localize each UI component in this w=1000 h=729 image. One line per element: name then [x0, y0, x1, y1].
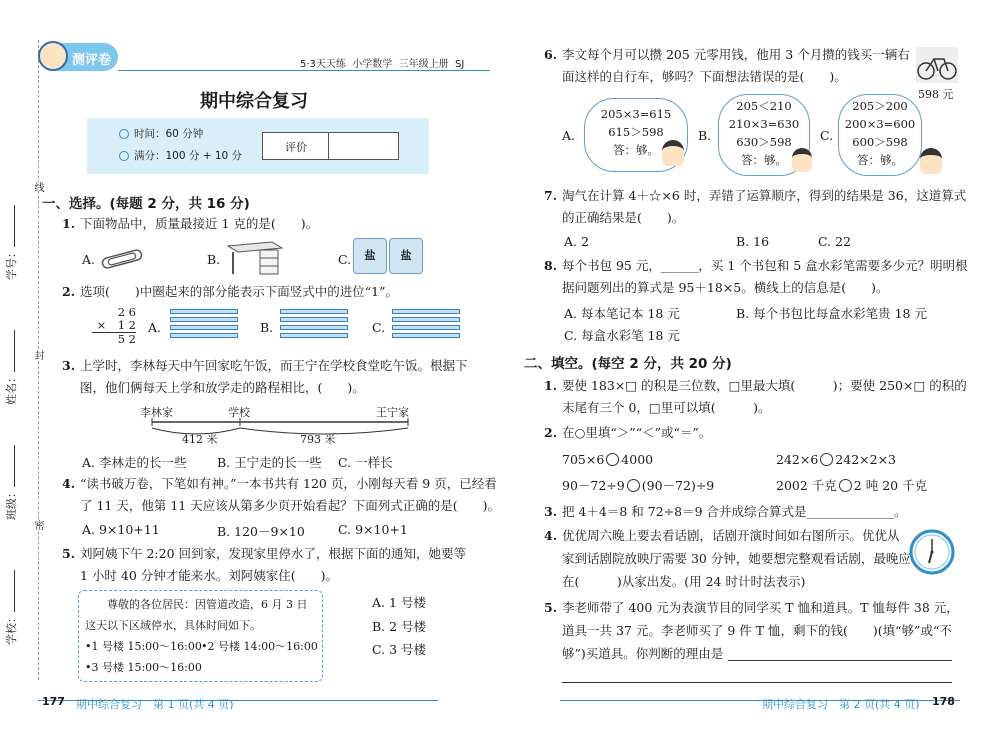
desk-icon	[222, 238, 284, 279]
clock-icon	[908, 528, 956, 579]
q3-num: 3.	[62, 358, 76, 373]
q3-option-a[interactable]: A. 李林走的长一些	[82, 455, 187, 470]
clock-icon	[119, 129, 129, 139]
bubble-c-line2: 200×3=600	[844, 117, 916, 131]
page-number-right: 178	[932, 695, 955, 708]
compare-row	[562, 450, 653, 469]
q3-home2: 王宁家	[376, 406, 409, 419]
compare-3-circle[interactable]	[627, 479, 640, 492]
q2-text: 选项( )中圈起来的部分能表示下面竖式中的进位“1”。	[80, 284, 398, 299]
q2-option-a[interactable]: A.	[148, 320, 162, 335]
field-xuexiao[interactable]	[3, 565, 19, 645]
bicycle-icon	[916, 47, 958, 83]
salt-bag-label: 盐	[400, 249, 412, 262]
section2-title: 二、填空。(每空 2 分，共 20 分)	[524, 356, 732, 372]
q5-option-c[interactable]: C. 3 号楼	[372, 642, 426, 657]
q2-bar	[170, 317, 238, 322]
q3-school: 学校	[228, 406, 250, 419]
field-xuehao[interactable]	[3, 200, 19, 280]
binding-label-xian: 线	[32, 182, 43, 192]
q2-bar	[170, 309, 238, 314]
q7-line1: 淘气在计算 4＋☆×6 时，弄错了运算顺序，得到的结果是 36，这道算式	[562, 188, 967, 203]
compare-4-left: 2002 千克	[776, 478, 837, 493]
time-text: 时间：60 分钟	[134, 128, 204, 140]
q2-bar	[392, 309, 460, 314]
paperclip-icon	[100, 248, 146, 273]
notice-line1: 尊敬的各位居民：因管道改造，6 月 3 日	[107, 598, 308, 611]
bicycle-price: 598 元	[918, 88, 954, 101]
compare-row	[776, 476, 927, 495]
q4-num: 4.	[62, 476, 76, 491]
q3-line2: 图，他们俩每天上学和放学走的路程相比，( )。	[80, 380, 365, 395]
q2-bar	[392, 333, 460, 338]
right-page	[500, 0, 1000, 729]
q2-num: 2.	[62, 284, 76, 299]
rating-table	[262, 132, 399, 160]
fill-q3-text[interactable]: 把 4＋4＝8 和 72÷8＝9 合并成综合算式是______________。	[562, 504, 907, 519]
fill-q5-num: 5.	[544, 600, 558, 615]
fill-q5-line1: 李老师带了 400 元为表演节目的同学买 T 恤和道具。T 恤每件 38 元，	[562, 600, 959, 615]
field-banji-label: 班级：	[5, 487, 18, 520]
badge-text: 测评卷	[72, 53, 112, 68]
q8-num: 8.	[544, 258, 558, 273]
info-box	[87, 118, 429, 174]
answer-line[interactable]	[562, 682, 952, 683]
bubble-a-line1: 205×3=615	[600, 107, 672, 121]
q2-option-b[interactable]: B.	[260, 320, 274, 335]
q3-line1: 上学时，李林每天中午回家吃午饭，而王宁在学校食堂吃午饭。根据下	[80, 358, 468, 373]
bubble-c-line4: 答：够。	[857, 153, 903, 167]
notice-line2: 这天以下区域停水，具体时间如下。	[85, 619, 261, 632]
q8-line1: 每个书包 95 元，______，买 1 个书包和 5 盒水彩笔需要多少元？明明根	[562, 258, 968, 273]
q5-option-a[interactable]: A. 1 号楼	[372, 595, 426, 610]
field-banji[interactable]	[3, 440, 19, 520]
boy-avatar-icon	[662, 140, 684, 166]
notice-box	[78, 590, 323, 682]
q7-num: 7.	[544, 188, 558, 203]
calc-line2: × 1 2	[92, 319, 136, 333]
q1-option-c[interactable]: C.	[338, 252, 352, 267]
q2-bar	[280, 317, 348, 322]
compare-3-right: (90－72)÷9	[641, 478, 715, 493]
calc-line3: 5 2	[117, 332, 136, 346]
q2-bar	[280, 325, 348, 330]
fill-q4-line2: 家到话剧院放映厅需要 30 分钟，她要想完整观看话剧，最晚应	[562, 551, 911, 566]
compare-1-left: 705×6	[562, 452, 605, 467]
q3-home1: 李林家	[140, 406, 173, 419]
q5-line2: 1 小时 40 分钟才能来水。刘阿姨家住( )。	[80, 568, 339, 583]
fill-q5-line2[interactable]: 道具一共 37 元。李老师买了 9 件 T 恤，剩下的钱( )(填“够”或“不	[562, 623, 952, 638]
q1-option-a[interactable]: A.	[82, 252, 96, 267]
field-xuexiao-label: 学校：	[5, 612, 18, 645]
q4-option-c[interactable]: C. 9×10+1	[338, 522, 408, 537]
footer-text-right: 期中综合复习 第 2 页(共 4 页)	[762, 698, 920, 711]
q3-d2: 793 米	[300, 433, 336, 446]
check-icon	[119, 151, 129, 161]
q2-bar	[280, 333, 348, 338]
binding-label-mi: 密	[32, 520, 43, 530]
q6-option-a[interactable]: A.	[562, 128, 576, 143]
salt-bag-icon	[353, 238, 387, 274]
bubble-b-line3: 630＞598	[736, 135, 792, 149]
page-number-left: 177	[42, 695, 65, 708]
bubble-a-line2: 615＞598	[608, 125, 664, 139]
q4-line1: “读书破万卷，下笔如有神。”一本书共有 120 页，小刚每天看 9 页，已经看	[80, 476, 497, 491]
fill-q2-num: 2.	[544, 425, 558, 440]
compare-3-left: 90－72÷9	[562, 478, 625, 493]
q1-option-b[interactable]: B.	[207, 252, 221, 267]
bubble-b-line4: 答：够。	[741, 153, 787, 167]
q2-bar	[280, 309, 348, 314]
mascot-icon	[38, 41, 68, 71]
binding-label-feng: 封	[32, 350, 43, 360]
q8-option-a[interactable]: A. 每本笔记本 18 元	[564, 306, 680, 321]
bubble-b-line2: 210×3=630	[728, 117, 800, 131]
q5-option-b[interactable]: B. 2 号楼	[372, 619, 427, 634]
header-rule	[118, 70, 490, 71]
field-xingming-label: 姓名：	[5, 372, 18, 405]
calc-line1: 2 6	[117, 305, 136, 319]
girl-avatar-icon	[920, 148, 942, 174]
q4-option-a[interactable]: A. 9×10+11	[82, 522, 160, 537]
q5-line1: 刘阿姨下午 2:20 回到家，发现家里停水了，根据下面的通知，她要等	[80, 546, 467, 561]
compare-4-right: 2 吨 20 千克	[853, 478, 928, 493]
q4-line2: 了 11 天，他第 11 天应该从第多少页开始看起？下面列式正确的是( )。	[80, 498, 500, 513]
fill-q4-line1: 优优周六晚上要去看话剧，话剧开演时间如右图所示。优优从	[562, 528, 900, 543]
compare-2-left: 242×6	[776, 452, 819, 467]
q2-bar	[392, 317, 460, 322]
field-xingming[interactable]	[3, 325, 19, 405]
notice-line3: •1 号楼 15:00～16:00	[85, 640, 202, 653]
binding-line	[38, 40, 39, 680]
footer-text-left: 期中综合复习 第 1 页(共 4 页)	[76, 698, 234, 711]
fill-q3-num: 3.	[544, 504, 558, 519]
bubble-b-line1: 205＜210	[736, 99, 792, 113]
page-title: 期中综合复习	[200, 91, 308, 112]
series-text: 5·3天天练 小学数学 三年级上册 SJ	[300, 59, 465, 70]
fill-q2-text: 在○里填“＞”“＜”或“＝”。	[562, 425, 712, 440]
compare-1-circle[interactable]	[606, 453, 619, 466]
badge	[40, 43, 118, 71]
q2-option-c[interactable]: C.	[372, 320, 386, 335]
fill-q4-num: 4.	[544, 528, 558, 543]
score-text: 满分：100 分 + 10 分	[134, 150, 243, 162]
salt-bag-label: 盐	[364, 249, 376, 262]
q8-option-c[interactable]: C. 每盒水彩笔 18 元	[564, 328, 680, 343]
salt-bag-icon	[389, 238, 423, 274]
fill-q1-line1[interactable]: 要使 183×□ 的积是三位数，□里最大填( )；要使 250×□ 的积的	[562, 378, 967, 393]
bubble-a-line3: 答：够。	[613, 143, 659, 157]
q2-bar	[170, 333, 238, 338]
q7-line2: 的正确结果是( )。	[562, 210, 685, 225]
vertical-calc	[92, 306, 136, 346]
fill-q4-line3[interactable]: 在( )从家出发。(用 24 时计时法表示)	[562, 574, 806, 589]
compare-4-circle[interactable]	[839, 479, 852, 492]
q7-option-c[interactable]: C. 22	[818, 234, 851, 249]
q6-option-c[interactable]: C.	[820, 128, 834, 143]
q7-option-b[interactable]: B. 16	[736, 234, 770, 249]
compare-1-right: 4000	[621, 452, 654, 467]
rating-cell[interactable]	[329, 133, 399, 159]
q3-option-c[interactable]: C. 一样长	[338, 455, 393, 470]
compare-row	[776, 450, 896, 469]
q4-option-b[interactable]: B. 120－9×10	[217, 524, 305, 539]
fill-q1-line2[interactable]: 末尾有三个 0，□里可以填( )。	[562, 400, 771, 415]
q1-text: 下面物品中，质量最接近 1 克的是( )。	[80, 216, 319, 231]
rating-label: 评价	[285, 141, 307, 154]
answer-line[interactable]	[728, 660, 952, 661]
fill-q5-line3: 够”)买道具。你判断的理由是	[562, 646, 724, 661]
section1-title: 一、选择。(每题 2 分，共 16 分)	[42, 196, 250, 212]
bubble-c-line1: 205＞200	[852, 99, 908, 113]
q6-num: 6.	[544, 47, 558, 62]
bubble-c-line3: 600＞598	[852, 135, 908, 149]
q1-num: 1.	[62, 216, 76, 231]
field-xuehao-label: 学号：	[5, 247, 18, 280]
q8-line2: 据问题列出的算式是 95＋18×5。横线上的信息是( )。	[562, 280, 889, 295]
thought-bubble-c	[838, 94, 922, 176]
q3-d1: 412 米	[182, 433, 218, 446]
q2-bar	[170, 325, 238, 330]
q7-option-a[interactable]: A. 2	[564, 234, 589, 249]
q5-num: 5.	[62, 546, 76, 561]
boy-avatar-icon	[792, 148, 812, 172]
q3-option-b[interactable]: B. 王宁走的长一些	[217, 455, 322, 470]
notice-line5: •3 号楼 15:00～16:00	[85, 661, 202, 674]
fill-q1-num: 1.	[544, 378, 558, 393]
q6-line1: 李文每个月可以攒 205 元零用钱，他用 3 个月攒的钱买一辆右	[562, 47, 910, 62]
compare-row	[562, 476, 714, 495]
q2-bar	[392, 325, 460, 330]
compare-2-right: 242×2×3	[835, 452, 897, 467]
q6-option-b[interactable]: B.	[698, 128, 712, 143]
compare-2-circle[interactable]	[820, 453, 833, 466]
q8-option-b[interactable]: B. 每个书包比每盒水彩笔贵 18 元	[736, 306, 927, 321]
q6-line2: 面这样的自行车，够吗？下面想法错误的是( )。	[562, 69, 847, 84]
notice-line4: •2 号楼 14:00～16:00	[201, 640, 318, 653]
